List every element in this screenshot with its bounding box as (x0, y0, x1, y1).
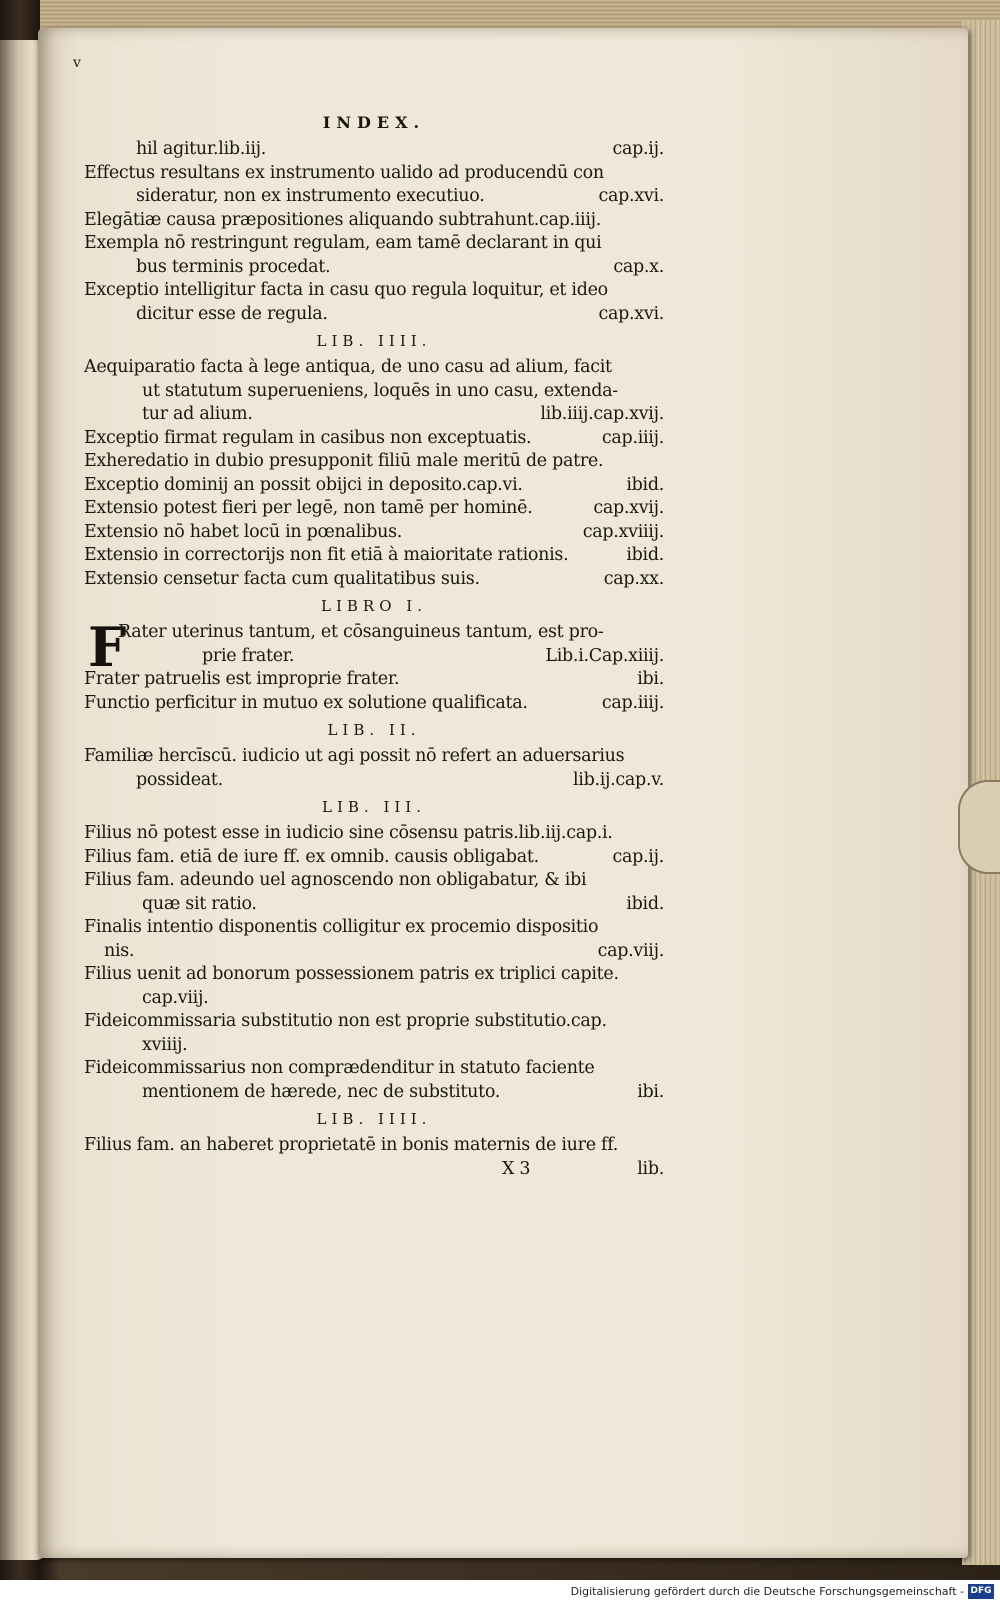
section-heading: LIBRO I. (321, 597, 427, 615)
index-entry-line (84, 1081, 664, 1105)
index-entry-line (84, 1034, 664, 1058)
entry-text: Exempla nō restringunt regulam, eam tamē declarant in qui (84, 233, 602, 253)
index-entry-line (84, 380, 664, 404)
entry-reference: cap.iiij. (601, 427, 664, 448)
dfg-logo: DFG (968, 1584, 994, 1599)
catchword: lib. (637, 1158, 664, 1179)
index-entry-line (84, 692, 664, 716)
index-entry-line (84, 356, 664, 380)
entry-text: Filius fam. an haberet proprietatē in bonis maternis de iure ff. (84, 1135, 619, 1155)
section-heading: LIB. II. (327, 721, 421, 739)
entry-text: Effectus resultans ex instrumento ualido ad producendū con (84, 162, 604, 183)
section-heading: LIB. IIII. (316, 332, 432, 350)
index-entry-line (84, 987, 664, 1011)
entry-text: Exceptio firmat regulam in casibus non exceptuatis. (84, 427, 532, 448)
page-mark: v (73, 55, 81, 71)
entry-reference: lib.iiij.cap.xvij. (540, 404, 664, 424)
entry-text: tur ad alium. (142, 404, 253, 424)
index-section (84, 822, 664, 1104)
entry-reference: ibi. (637, 669, 664, 689)
index-entry-line (84, 209, 664, 233)
footer-bar (0, 1580, 1000, 1605)
index-entry-line (84, 521, 664, 545)
index-entry-line (84, 544, 664, 568)
index-entry-line (84, 869, 664, 893)
entry-reference: cap.xx. (603, 568, 664, 589)
index-entry-line (84, 403, 664, 427)
entry-reference: ibid. (626, 474, 664, 495)
section-heading: LIB. III. (322, 798, 426, 816)
entry-text: Familiæ hercīscū. iudicio ut agi possit nō refert an aduersarius (84, 746, 625, 766)
index-entry-line (84, 1010, 664, 1034)
index-entry-line (84, 185, 664, 209)
entry-text: cap.viij. (142, 987, 209, 1008)
entry-reference: cap.ij. (612, 139, 664, 159)
entry-text: bus terminis procedat. (136, 256, 331, 277)
entry-text: Exheredatio in dubio presupponit filiū male meritū de patre. (84, 451, 604, 471)
entry-text: Extensio nō habet locū in pœnalibus. (84, 521, 403, 542)
entry-text: xviiij. (142, 1034, 188, 1055)
index-section (84, 138, 664, 326)
index-entry-line (84, 497, 664, 521)
entry-text: Rater uterinus tantum, et cōsanguineus tantum, est pro- (118, 622, 604, 642)
entry-reference: cap.ij. (612, 846, 664, 867)
section-heading: LIB. IIII. (316, 1110, 432, 1128)
index-entry-line (84, 940, 664, 964)
entry-text: Frater patruelis est improprie frater. (84, 669, 400, 689)
page-text (84, 112, 664, 1181)
entry-text: mentionem de hærede, nec de substituto. (142, 1081, 501, 1102)
index-entry-line (84, 1134, 664, 1158)
entry-text: Extensio potest fieri per legē, non tamē per hominē. (84, 498, 533, 518)
index-section (84, 745, 664, 792)
index-entry-line (84, 645, 664, 669)
index-entry-line (84, 916, 664, 940)
entry-reference: cap.x. (613, 256, 664, 277)
entry-text: quæ sit ratio. (142, 893, 257, 914)
index-entry-line (84, 963, 664, 987)
entry-text: Filius nō potest esse in iudicio sine cōsensu patris.lib.iij.cap.i. (84, 823, 613, 843)
index-entry-line (84, 745, 664, 769)
footer-credit: Digitalisierung gefördert durch die Deutsche Forschungsgemeinschaft - (570, 1585, 964, 1598)
index-entry-line (84, 138, 664, 162)
entry-reference: ibid. (626, 545, 664, 565)
index-entry-line (84, 846, 664, 870)
entry-text: Aequiparatio facta à lege antiqua, de uno casu ad alium, facit (84, 357, 612, 377)
page-foot-line (84, 1158, 664, 1182)
index-entry-line (84, 1057, 664, 1081)
entry-text: Elegātiæ causa præpositiones aliquando subtrahunt.cap.iiij. (84, 209, 602, 230)
index-section (84, 356, 664, 591)
entry-text: Finalis intentio disponentis colligitur ex procemio dispositio (84, 917, 599, 937)
entry-reference: Lib.i.Cap.xiiij. (545, 645, 664, 666)
entry-text: Filius uenit ad bonorum possessionem patris ex triplici capite. (84, 964, 619, 984)
entry-text: prie frater. (202, 645, 295, 666)
index-entry-line (84, 232, 664, 256)
index-entry-line (84, 822, 664, 846)
entry-text: nis. (104, 940, 135, 961)
entry-reference: ibi. (637, 1081, 664, 1102)
index-entry-line (84, 303, 664, 327)
thumb-tab (958, 780, 1000, 874)
entry-text: Exceptio intelligitur facta in casu quo regula loquitur, et ideo (84, 280, 608, 300)
index-section (84, 1134, 664, 1158)
index-entry-line (84, 568, 664, 592)
index-entry-line (84, 450, 664, 474)
entry-text: Filius fam. adeundo uel agnoscendo non obligabatur, & ibi (84, 870, 587, 890)
index-entry-line (84, 427, 664, 451)
entry-text: Functio perficitur in mutuo ex solutione qualificata. (84, 692, 528, 713)
index-entry-line (84, 474, 664, 498)
index-entry-line (84, 769, 664, 793)
entry-text: Exceptio dominij an possit obijci in deposito.cap.vi. (84, 474, 523, 495)
entry-text: dicitur esse de regula. (136, 303, 328, 324)
entry-text: ut statutum superueniens, loquēs in uno casu, extenda- (142, 380, 618, 401)
index-entry-line (84, 621, 664, 645)
index-section (84, 615, 664, 715)
entry-reference: cap.xvi. (598, 186, 664, 206)
signature-mark: X 3 (502, 1158, 531, 1179)
index-entry-line (84, 668, 664, 692)
entry-text: Extensio censetur facta cum qualitatibus suis. (84, 568, 480, 589)
entry-text: Filius fam. etiā de iure ff. ex omnib. causis obligabat. (84, 846, 539, 867)
entry-reference: cap.xviiij. (582, 521, 664, 542)
entry-text: sideratur, non ex instrumento executiuo. (136, 186, 485, 206)
drop-cap-initial: F (88, 615, 127, 679)
entry-text: hil agitur.lib.iij. (136, 139, 267, 159)
entry-text: Fideicommissaria substitutio non est proprie substitutio.cap. (84, 1011, 607, 1031)
index-entry-line (84, 279, 664, 303)
entry-text: Extensio in correctorijs non fit etiā à maioritate rationis. (84, 545, 569, 565)
entry-text: possideat. (136, 769, 223, 790)
entry-reference: ibid. (626, 893, 664, 914)
entry-reference: cap.xvi. (598, 303, 664, 324)
index-entry-line (84, 893, 664, 917)
index-entry-line (84, 162, 664, 186)
entry-text: Fideicommissarius non comprædenditur in statuto faciente (84, 1058, 595, 1078)
initial-block (84, 615, 664, 715)
entry-reference: cap.xvij. (593, 498, 664, 518)
entry-reference: lib.ij.cap.v. (572, 769, 664, 790)
entry-reference: cap.viij. (597, 940, 664, 961)
entry-reference: cap.iiij. (601, 692, 664, 713)
index-entry-line (84, 256, 664, 280)
running-header: INDEX. (322, 113, 426, 132)
